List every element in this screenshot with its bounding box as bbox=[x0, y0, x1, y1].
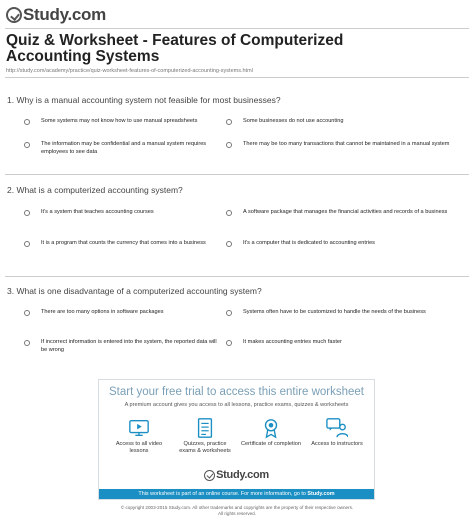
radio-button-icon[interactable] bbox=[24, 142, 30, 148]
answer-option[interactable]: It's a computer that is dedicated to accounting entries bbox=[226, 240, 466, 248]
radio-button-icon[interactable] bbox=[226, 210, 232, 216]
radio-button-icon[interactable] bbox=[24, 210, 30, 216]
feature-certificate: Certificate of completion bbox=[241, 417, 301, 448]
answer-option[interactable]: It's a system that teaches accounting courses bbox=[24, 209, 224, 217]
question-3: 3. What is one disadvantage of a computerized accounting system? bbox=[7, 286, 262, 296]
copyright-text: © copyright 2003-2015 Study.com. All other trademarks and copyrights are the property of their respective owners. bbox=[120, 505, 354, 510]
radio-button-icon[interactable] bbox=[24, 119, 30, 125]
brand-name: Study.com bbox=[23, 5, 106, 24]
page-url: http://study.com/academy/practice/quiz-worksheet-features-of-computerized-accounting-systems.html bbox=[6, 68, 253, 74]
feature-instructors: Access to instructors bbox=[307, 417, 367, 448]
radio-button-icon[interactable] bbox=[24, 310, 30, 316]
answer-option[interactable]: It is a program that counts the currency that comes into a business bbox=[24, 240, 224, 248]
answer-option[interactable]: There may be too many transactions that cannot be maintained in a manual system bbox=[226, 141, 466, 149]
header-divider bbox=[5, 28, 469, 29]
answer-option[interactable]: A software package that manages the financial activities and records of a business bbox=[226, 209, 466, 217]
course-info-bar: This worksheet is part of an online course. For more information, go to Study.com bbox=[99, 489, 374, 499]
radio-button-icon[interactable] bbox=[226, 310, 232, 316]
radio-button-icon[interactable] bbox=[226, 241, 232, 247]
radio-button-icon[interactable] bbox=[226, 340, 232, 346]
section-divider bbox=[5, 174, 469, 175]
radio-button-icon[interactable] bbox=[24, 241, 30, 247]
certificate-icon bbox=[260, 417, 282, 439]
answer-option[interactable]: It makes accounting entries much faster bbox=[226, 339, 466, 347]
study-logo[interactable] bbox=[6, 4, 106, 26]
answer-option[interactable]: The information may be confidential and a manual system requires employees to see data bbox=[24, 141, 224, 156]
check-circle-icon bbox=[6, 7, 22, 23]
answer-option[interactable]: If incorrect information is entered into the system, the reported data will be wrong bbox=[24, 339, 224, 354]
radio-button-icon[interactable] bbox=[24, 340, 30, 346]
video-lesson-icon bbox=[128, 417, 150, 439]
instructor-icon bbox=[326, 417, 348, 439]
study-link[interactable]: Study.com bbox=[307, 491, 335, 497]
answer-option[interactable]: There are too many options in software packages bbox=[24, 309, 224, 317]
question-2: 2. What is a computerized accounting system? bbox=[7, 185, 183, 195]
page-title: Quiz & Worksheet - Features of Computerized Accounting Systems bbox=[6, 32, 344, 65]
promo-study-logo[interactable]: Study.com bbox=[99, 469, 374, 481]
feature-quizzes: Quizzes, practice exams & worksheets bbox=[175, 417, 235, 455]
section-divider bbox=[5, 276, 469, 277]
radio-button-icon[interactable] bbox=[226, 119, 232, 125]
free-trial-promo bbox=[98, 379, 375, 500]
answer-option[interactable]: Systems often have to be customized to handle the needs of the business bbox=[226, 309, 466, 317]
quiz-worksheet-icon bbox=[194, 417, 216, 439]
rights-text: All rights reserved. bbox=[217, 511, 257, 516]
answer-option[interactable]: Some systems may not know how to use manual spreadsheets bbox=[24, 118, 224, 126]
section-divider bbox=[5, 77, 469, 78]
radio-button-icon[interactable] bbox=[226, 142, 232, 148]
promo-subtitle: A premium account gives you access to all lessons, practice exams, quizzes & worksheets bbox=[124, 402, 349, 408]
check-circle-icon bbox=[204, 470, 215, 481]
answer-option[interactable]: Some businesses do not use accounting bbox=[226, 118, 466, 126]
question-1: 1. Why is a manual accounting system not feasible for most businesses? bbox=[7, 95, 281, 105]
feature-video-lessons: Access to all video lessons bbox=[109, 417, 169, 455]
promo-title: Start your free trial to access this entire worksheet bbox=[108, 386, 365, 398]
